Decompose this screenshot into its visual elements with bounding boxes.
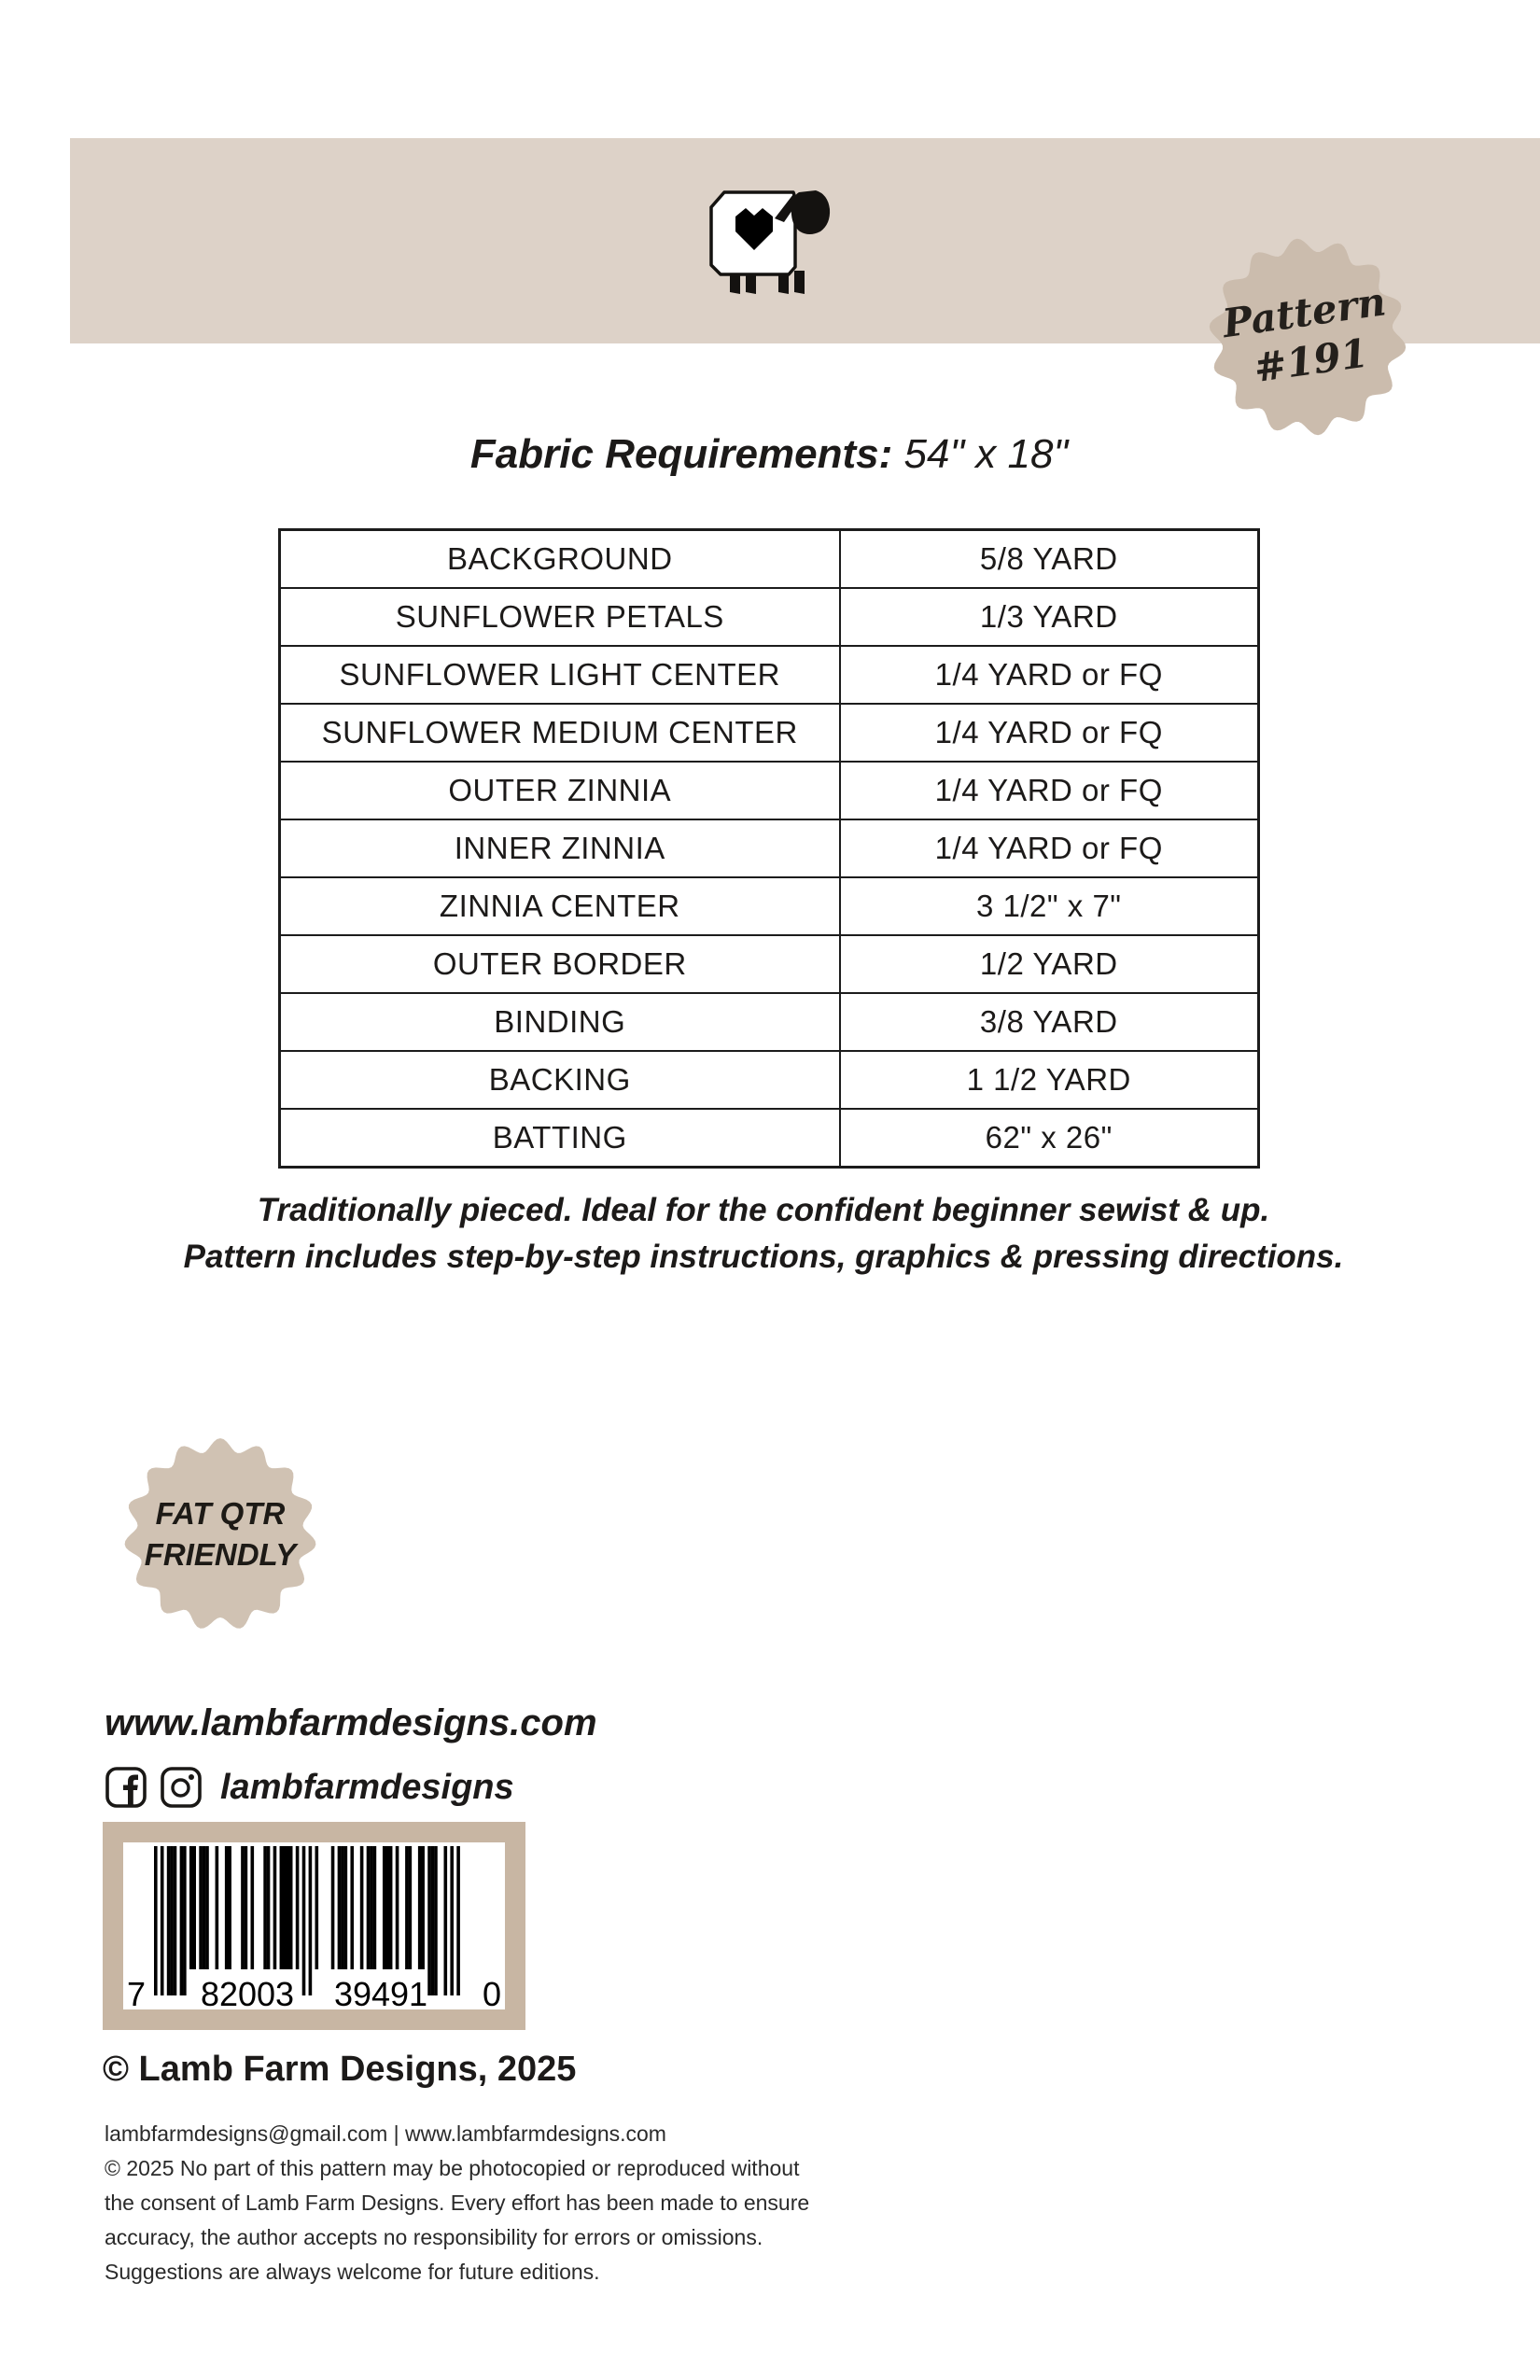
barcode-digit-group1: 82003	[200, 1975, 295, 2013]
barcode-digit-group2: 39491	[333, 1975, 428, 2013]
fabric-amount-cell: 1 1/2 YARD	[966, 1062, 1131, 1097]
sheep-head	[791, 190, 830, 234]
fabric-amount-cell: 62" x 26"	[985, 1120, 1113, 1155]
table-row	[281, 820, 1257, 878]
fabric-name-cell: SUNFLOWER LIGHT CENTER	[281, 647, 841, 703]
fabric-requirements-table	[278, 528, 1260, 1169]
fabric-requirements-title	[278, 431, 1260, 478]
fatqtr-line1: FAT QTR	[155, 1496, 286, 1532]
fabric-amount-cell: 3 1/2" x 7"	[976, 889, 1122, 923]
table-row	[281, 1110, 1257, 1166]
fine-print-line: Suggestions are always welcome for future editions.	[105, 2260, 600, 2284]
social-row	[105, 1766, 514, 1809]
title-size: 54" x 18"	[903, 431, 1069, 477]
pattern-number-badge	[1202, 231, 1413, 442]
social-handle: lambfarmdesigns	[220, 1767, 514, 1807]
table-row	[281, 647, 1257, 705]
facebook-icon	[105, 1766, 147, 1809]
fine-print-line: accuracy, the author accepts no responsibility for errors or omissions.	[105, 2225, 763, 2249]
fabric-name-cell: SUNFLOWER MEDIUM CENTER	[281, 705, 841, 761]
pattern-badge-line1: Pattern	[1219, 277, 1389, 346]
table-row	[281, 705, 1257, 763]
table-row	[281, 878, 1257, 936]
website-url: www.lambfarmdesigns.com	[105, 1702, 597, 1743]
instagram-icon	[160, 1766, 203, 1809]
fine-print-line: lambfarmdesigns@gmail.com | www.lambfarmdesigns.com	[105, 2121, 666, 2146]
lamb-farm-sheep-logo	[696, 189, 846, 299]
fabric-name-cell: BACKING	[281, 1052, 841, 1108]
tagline	[0, 1187, 1527, 1281]
barcode-digit-left: 7	[126, 1975, 147, 2013]
table-row	[281, 1052, 1257, 1110]
table-row	[281, 531, 1257, 589]
fabric-name-cell: OUTER ZINNIA	[281, 763, 841, 819]
table-row	[281, 763, 1257, 820]
fabric-name-cell: BINDING	[281, 994, 841, 1050]
table-row	[281, 994, 1257, 1052]
fat-quarter-friendly-badge	[118, 1432, 323, 1637]
tagline-line2: Pattern includes step-by-step instructions, graphics & pressing directions.	[183, 1239, 1344, 1275]
fabric-amount-cell: 1/4 YARD or FQ	[934, 657, 1163, 692]
fabric-amount-cell: 5/8 YARD	[979, 541, 1118, 576]
fabric-amount-cell: 1/2 YARD	[979, 946, 1118, 981]
fabric-amount-cell: 1/4 YARD or FQ	[934, 831, 1163, 865]
fabric-name-cell: SUNFLOWER PETALS	[281, 589, 841, 645]
fabric-name-cell: BACKGROUND	[281, 531, 841, 587]
upc-barcode	[103, 1822, 525, 2030]
title-label: Fabric Requirements:	[469, 431, 893, 477]
copyright-line: © Lamb Farm Designs, 2025	[103, 2050, 577, 2089]
fine-print-line: the consent of Lamb Farm Designs. Every effort has been made to ensure	[105, 2191, 810, 2215]
fabric-amount-cell: 1/4 YARD or FQ	[934, 715, 1163, 749]
tagline-line1: Traditionally pieced. Ideal for the confident beginner sewist & up.	[257, 1192, 1270, 1228]
fabric-name-cell: BATTING	[281, 1110, 841, 1166]
fabric-name-cell: OUTER BORDER	[281, 936, 841, 992]
barcode-digit-right: 0	[482, 1975, 502, 2013]
fabric-amount-cell: 3/8 YARD	[979, 1004, 1118, 1039]
table-row	[281, 589, 1257, 647]
fabric-name-cell: ZINNIA CENTER	[281, 878, 841, 934]
fabric-amount-cell: 1/4 YARD or FQ	[934, 773, 1163, 807]
fabric-amount-cell: 1/3 YARD	[979, 599, 1118, 634]
fine-print	[105, 2117, 809, 2289]
fabric-name-cell: INNER ZINNIA	[281, 820, 841, 876]
pattern-badge-line2: #191	[1251, 329, 1371, 392]
table-row	[281, 936, 1257, 994]
fine-print-line: © 2025 No part of this pattern may be photocopied or reproduced without	[105, 2156, 800, 2180]
fatqtr-line2: FRIENDLY	[144, 1537, 297, 1572]
